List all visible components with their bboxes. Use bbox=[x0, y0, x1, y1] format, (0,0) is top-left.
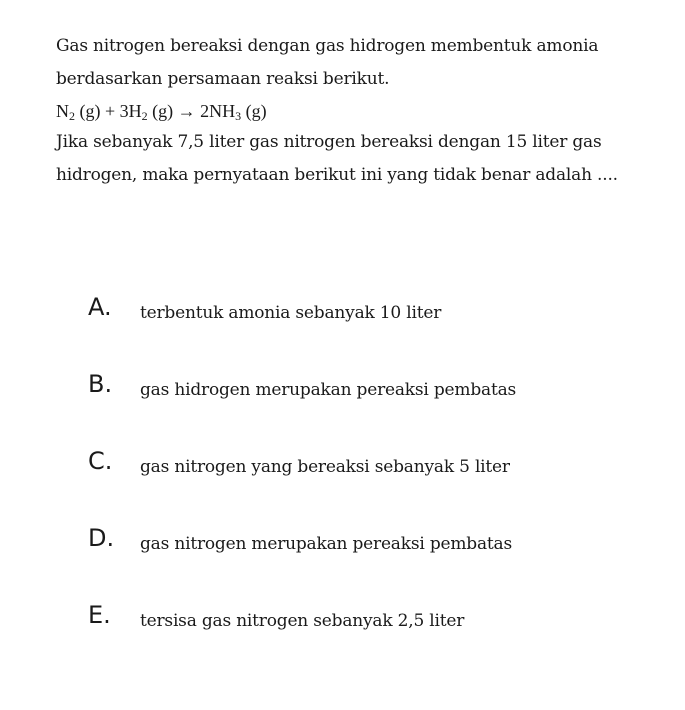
option-letter: E. bbox=[88, 601, 111, 629]
option-text: gas nitrogen yang bereaksi sebanyak 5 liter bbox=[140, 457, 510, 477]
option-b[interactable] bbox=[88, 369, 648, 446]
option-letter: D. bbox=[88, 524, 115, 552]
equation-part: (g) + 3H bbox=[75, 101, 142, 121]
equation-subscript: 2 bbox=[141, 109, 148, 123]
option-e[interactable] bbox=[88, 600, 648, 677]
option-text: tersisa gas nitrogen sebanyak 2,5 liter bbox=[140, 611, 465, 631]
equation-part: (g) → 2NH bbox=[147, 101, 236, 121]
option-text: gas hidrogen merupakan pereaksi pembatas bbox=[140, 380, 517, 400]
option-text: gas nitrogen merupakan pereaksi pembatas bbox=[140, 534, 512, 554]
option-a[interactable] bbox=[88, 292, 648, 369]
option-text: terbentuk amonia sebanyak 10 liter bbox=[140, 303, 442, 323]
equation-subscript: 2 bbox=[69, 109, 75, 123]
answer-options bbox=[88, 292, 648, 677]
option-letter: A. bbox=[88, 293, 112, 321]
option-letter: B. bbox=[88, 370, 113, 398]
option-letter: C. bbox=[88, 447, 113, 475]
question-body: Jika sebanyak 7,5 liter gas nitrogen bereaksi dengan 15 liter gas hidrogen, maka pernyataan berikut ini yang tidak benar adalah .... bbox=[56, 132, 618, 185]
option-c[interactable] bbox=[88, 446, 648, 523]
reaction-equation bbox=[56, 96, 636, 126]
question-stem bbox=[56, 30, 636, 192]
question-intro: Gas nitrogen bereaksi dengan gas hidrogen membentuk amonia berdasarkan persamaan reaksi berikut. bbox=[56, 36, 599, 89]
option-d[interactable] bbox=[88, 523, 648, 600]
equation-subscript: 3 bbox=[235, 109, 242, 123]
equation-part: (g) bbox=[241, 101, 267, 121]
equation-nitrogen: N bbox=[56, 101, 69, 121]
